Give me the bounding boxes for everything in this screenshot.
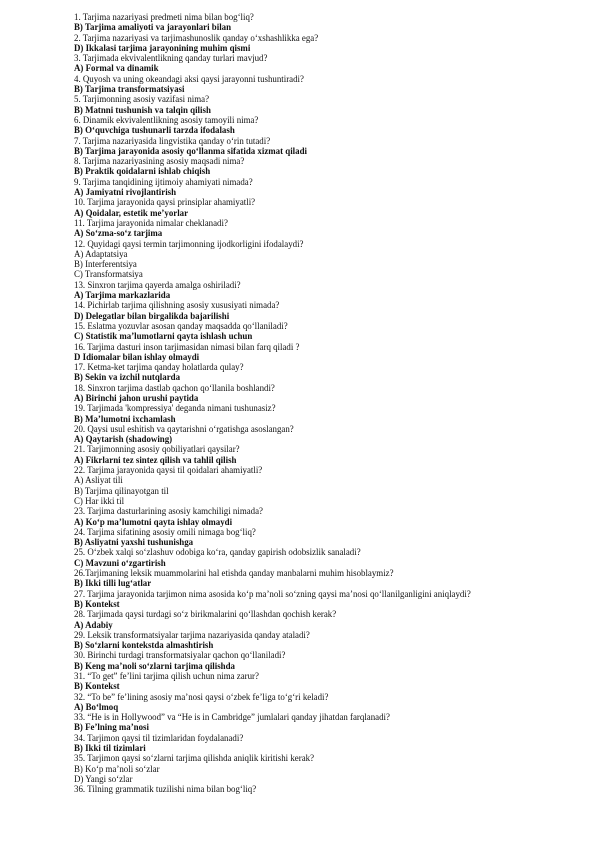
answer-line: A) Tarjima markazlarida bbox=[74, 290, 171, 301]
question-line: 30. Birinchi turdagi transformatsiyalar qachon qo‘llaniladi? bbox=[74, 650, 286, 661]
answer-line: B) Ikki tilli lug‘atlar bbox=[74, 578, 152, 589]
question-line: B) Tarjima qilinayotgan til bbox=[74, 485, 169, 496]
question-line: 11. Tarjima jarayonida nimalar cheklanadi? bbox=[74, 217, 228, 228]
question-line: 29. Leksik transformatsiyalar tarjima nazariyasida qanday ataladi? bbox=[74, 629, 310, 640]
answer-line: C) Mavzuni o‘zgartirish bbox=[74, 557, 166, 568]
question-line: 16. Tarjima dasturi inson tarjimasidan nimasi bilan farq qiladi ? bbox=[74, 341, 300, 352]
question-line: C) Har ikki til bbox=[74, 495, 125, 506]
answer-line: A) Fikrlarni tez sintez qilish va tahlil qilish bbox=[74, 454, 237, 465]
question-line: 22. Tarjima jarayonida qaysi til qoidalari ahamiyatli? bbox=[74, 465, 263, 476]
question-line: 26.Tarjimaning leksik muammolarini hal etishda qanday manbalarni muhim hisoblaymiz? bbox=[74, 568, 394, 579]
answer-line: B) Ikki til tizimlari bbox=[74, 743, 146, 754]
question-line: A) Adaptatsiya bbox=[74, 248, 128, 259]
question-line: 31. “To get” fe’lini tarjima qilish uchun nima zarur? bbox=[74, 671, 259, 681]
answer-line: B) Tarjima transformatsiyasi bbox=[74, 84, 185, 95]
question-line: 13. Sinxron tarjima qayerda amalga oshiriladi? bbox=[74, 279, 241, 290]
answer-line: A) Qoidalar, estetik me’yorlar bbox=[74, 207, 189, 218]
answer-line: A) Bo‘lmoq bbox=[74, 701, 119, 712]
question-line: 7. Tarjima nazariyasida lingvistika qanday o‘rin tutadi? bbox=[74, 135, 271, 146]
answer-line: D) Ikkalasi tarjima jarayonining muhim qismi bbox=[74, 42, 251, 53]
answer-line: B) Asliyatni yaxshi tushunishga bbox=[74, 537, 194, 548]
question-line: B) Ko‘p ma’noli so‘zlar bbox=[74, 763, 160, 774]
question-line: 32. “To be” fe’lining asosiy ma’nosi qaysi o‘zbek fe’liga to‘g‘ri keladi? bbox=[74, 691, 329, 702]
answer-line: D) Delegatlar bilan birgalikda bajarilishi bbox=[74, 310, 230, 321]
question-line: 25. O‘zbek xalqi so‘zlashuv odobiga ko‘ra, qanday gapirish odobsizlik sanaladi? bbox=[74, 547, 361, 558]
question-line: 8. Tarjima nazariyasining asosiy maqsadi nima? bbox=[74, 156, 245, 167]
question-line: 34. Tarjimon qaysi til tizimlaridan foydalanadi? bbox=[74, 732, 244, 743]
question-line: 27. Tarjima jarayonida tarjimon nima asosida ko‘p ma’noli so‘zning qaysi ma’nosi qo‘llanilganligini aniqlaydi? bbox=[74, 588, 471, 599]
question-line: D) Yangi so‘zlar bbox=[74, 773, 133, 784]
question-line: 24. Tarjima sifatining asosiy omili nimaga bog‘liq? bbox=[74, 526, 256, 537]
question-line: B) Interferentsiya bbox=[74, 259, 137, 270]
question-line: 15. Eslatma yozuvlar asosan qanday maqsadda qo‘llaniladi? bbox=[74, 320, 288, 331]
answer-line: B) O‘quvchiga tushunarli tarzda ifodalash bbox=[74, 125, 235, 136]
answer-line: B) Fe’lning ma’nosi bbox=[74, 722, 149, 733]
question-line: 28. Tarjimada qaysi turdagi so‘z birikmalarini qo‘llashdan qochish kerak? bbox=[74, 609, 337, 620]
answer-line: B) Tarjima amaliyoti va jarayonlari bilan bbox=[74, 22, 232, 33]
question-line: 14. Pichirlab tarjima qilishning asosiy xususiyati nimada? bbox=[74, 300, 280, 311]
answer-line: A) Birinchi jahon urushi paytida bbox=[74, 392, 199, 403]
answer-line: B) Ma’lumotni ixchamlash bbox=[74, 413, 176, 424]
question-line: 9. Tarjima tanqidining ijtimoiy ahamiyati nimada? bbox=[74, 176, 253, 187]
answer-line: B) Praktik qoidalarni ishlab chiqish bbox=[74, 166, 211, 177]
answer-line: A) Formal va dinamik bbox=[74, 63, 159, 74]
document-body bbox=[74, 12, 574, 795]
question-line: 12. Quyidagi qaysi termin tarjimonning ijodkorligini ifodalaydi? bbox=[74, 238, 304, 249]
answer-line: B) Sekin va izchil nutqlarda bbox=[74, 372, 181, 383]
answer-line: D Idiomalar bilan ishlay olmaydi bbox=[74, 351, 200, 362]
answer-line: A) Ko‘p ma’lumotni qayta ishlay olmaydi bbox=[74, 516, 233, 527]
answer-line: A) Adabiy bbox=[74, 619, 113, 630]
question-line: 19. Tarjimada 'kompressiya' deganda nimani tushunasiz? bbox=[74, 403, 276, 414]
question-line: 6. Dinamik ekvivalentlikning asosiy tamoyili nima? bbox=[74, 114, 259, 125]
answer-line: A) Qaytarish (shadowing) bbox=[74, 434, 173, 445]
answer-line: B) Tarjima jarayonida asosiy qo‘llanma sifatida xizmat qiladi bbox=[74, 145, 307, 156]
question-line: 18. Sinxron tarjima dastlab qachon qo‘llanila boshlandi? bbox=[74, 382, 275, 393]
question-line: 2. Tarjima nazariyasi va tarjimashunoslik qanday o‘xshashlikka ega? bbox=[74, 32, 319, 43]
answer-line: C) Statistik ma’lumotlarni qayta ishlash uchun bbox=[74, 331, 253, 342]
question-line: 4. Quyosh va uning okeandagi aksi qaysi jarayonni tushuntiradi? bbox=[74, 73, 304, 84]
answer-line: A) Jamiyatni rivojlantirish bbox=[74, 187, 177, 198]
question-line: 21. Tarjimonning asosiy qobiliyatlari qaysilar? bbox=[74, 444, 240, 455]
answer-line: B) So‘zlarni kontekstda almashtirish bbox=[74, 640, 214, 651]
answer-line: B) Matnni tushunish va talqin qilish bbox=[74, 104, 211, 115]
answer-line: B) Keng ma’noli so‘zlarni tarjima qilishda bbox=[74, 660, 235, 671]
question-line: 33. “He is in Hollywood” va “He is in Cambridge” jumlalari qanday jihatdan farqlanadi? bbox=[74, 712, 390, 723]
question-line: 20. Qaysi usul eshitish va qaytarishni o‘rgatishga asoslangan? bbox=[74, 423, 294, 434]
question-line: 35. Tarjimon qaysi so‘zlarni tarjima qilishda aniqlik kiritishi kerak? bbox=[74, 753, 315, 764]
question-line: 1. Tarjima nazariyasi predmeti nima bilan bog‘liq? bbox=[74, 12, 254, 22]
answer-line: A) So‘zma-so‘z tarjima bbox=[74, 228, 163, 239]
question-line: A) Asliyat tili bbox=[74, 475, 123, 486]
question-line: 3. Tarjimada ekvivalentlikning qanday turlari mavjud? bbox=[74, 53, 268, 64]
question-line: 10. Tarjima jarayonida qaysi prinsiplar ahamiyatli? bbox=[74, 197, 256, 208]
question-line: C) Transformatsiya bbox=[74, 269, 143, 280]
question-line: 23. Tarjima dasturlarining asosiy kamchiligi nimada? bbox=[74, 506, 263, 517]
question-line: 17. Ketma-ket tarjima qanday holatlarda qulay? bbox=[74, 362, 244, 373]
answer-line: B) Kontekst bbox=[74, 681, 120, 692]
answer-line: B) Kontekst bbox=[74, 598, 120, 609]
question-line: 5. Tarjimonning asosiy vazifasi nima? bbox=[74, 94, 210, 105]
question-line: 36. Tilning grammatik tuzilishi nima bilan bog‘liq? bbox=[74, 784, 257, 795]
